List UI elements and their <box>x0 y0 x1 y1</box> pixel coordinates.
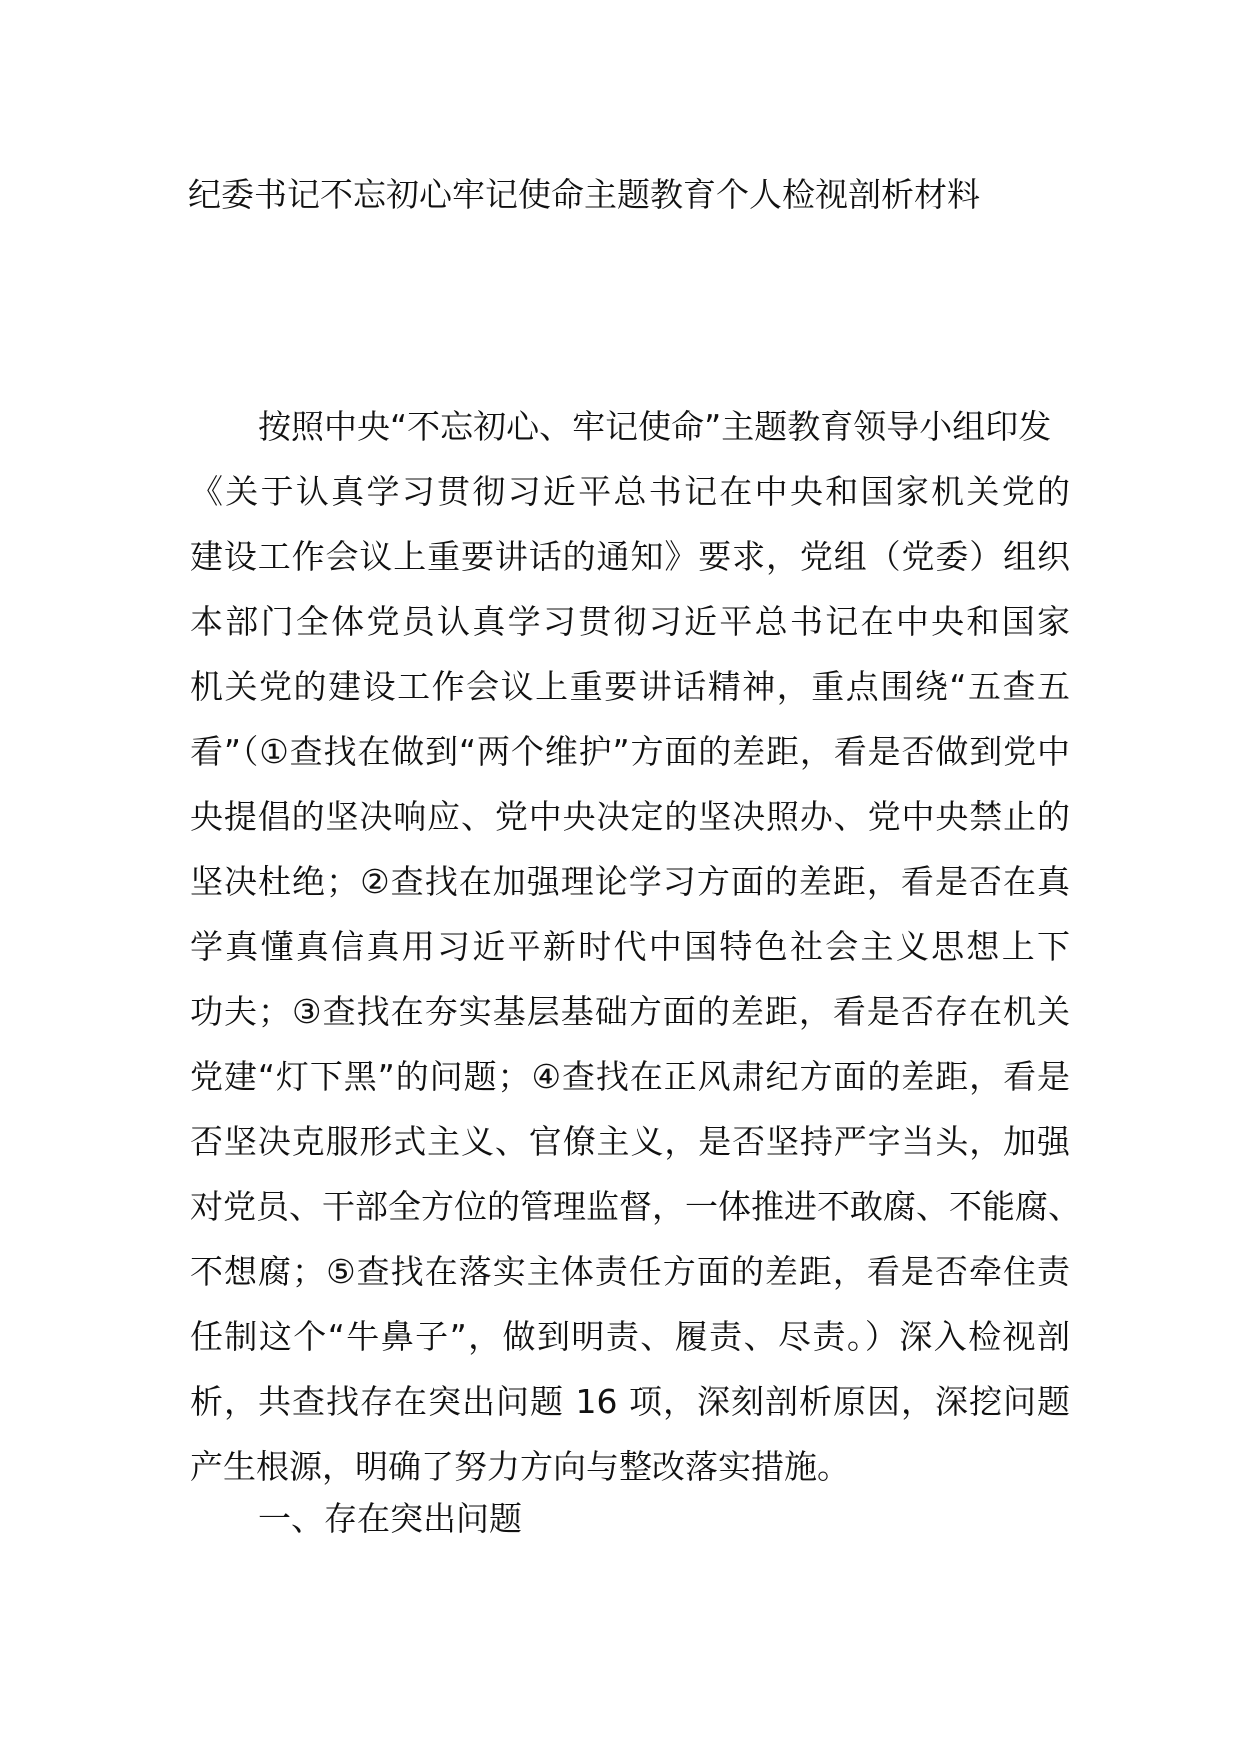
paragraph-line: 功夫；③查找在夯实基层基础方面的差距，看是否存在机关 <box>190 992 1070 1031</box>
paragraph-line: 《关于认真学习贯彻习近平总书记在中央和国家机关党的 <box>190 472 1070 511</box>
paragraph-line: 坚决杜绝；②查找在加强理论学习方面的差距，看是否在真 <box>190 862 1070 901</box>
paragraph-line: 产生根源，明确了努力方向与整改落实措施。 <box>190 1447 850 1486</box>
paragraph-line: 对党员、干部全方位的管理监督，一体推进不敢腐、不能腐、 <box>190 1187 1081 1226</box>
section-heading: 一、存在突出问题 <box>258 1499 522 1538</box>
paragraph-line: 党建“灯下黑”的问题；④查找在正风肃纪方面的差距，看是 <box>190 1057 1070 1096</box>
document-title: 纪委书记不忘初心牢记使命主题教育个人检视剖析材料 <box>188 175 980 214</box>
paragraph-line: 央提倡的坚决响应、党中央决定的坚决照办、党中央禁止的 <box>190 797 1070 836</box>
paragraph-line: 析，共查找存在突出问题 16 项，深刻剖析原因，深挖问题 <box>190 1382 1070 1421</box>
intro-paragraph <box>190 394 1081 1499</box>
paragraph-line: 机关党的建设工作会议上重要讲话精神，重点围绕“五查五 <box>190 667 1070 706</box>
paragraph-line: 任制这个“牛鼻子”，做到明责、履责、尽责。）深入检视剖 <box>190 1317 1070 1356</box>
paragraph-line: 看”（①查找在做到“两个维护”方面的差距，看是否做到党中 <box>190 732 1070 771</box>
paragraph-line: 按照中央“不忘初心、牢记使命”主题教育领导小组印发 <box>258 407 1052 446</box>
paragraph-line: 学真懂真信真用习近平新时代中国特色社会主义思想上下 <box>190 927 1070 966</box>
paragraph-line: 否坚决克服形式主义、官僚主义，是否坚持严字当头，加强 <box>190 1122 1070 1161</box>
paragraph-line: 建设工作会议上重要讲话的通知》要求，党组（党委）组织 <box>190 537 1070 576</box>
paragraph-line: 不想腐；⑤查找在落实主体责任方面的差距，看是否牵住责 <box>190 1252 1070 1291</box>
paragraph-line: 本部门全体党员认真学习贯彻习近平总书记在中央和国家 <box>190 602 1070 641</box>
